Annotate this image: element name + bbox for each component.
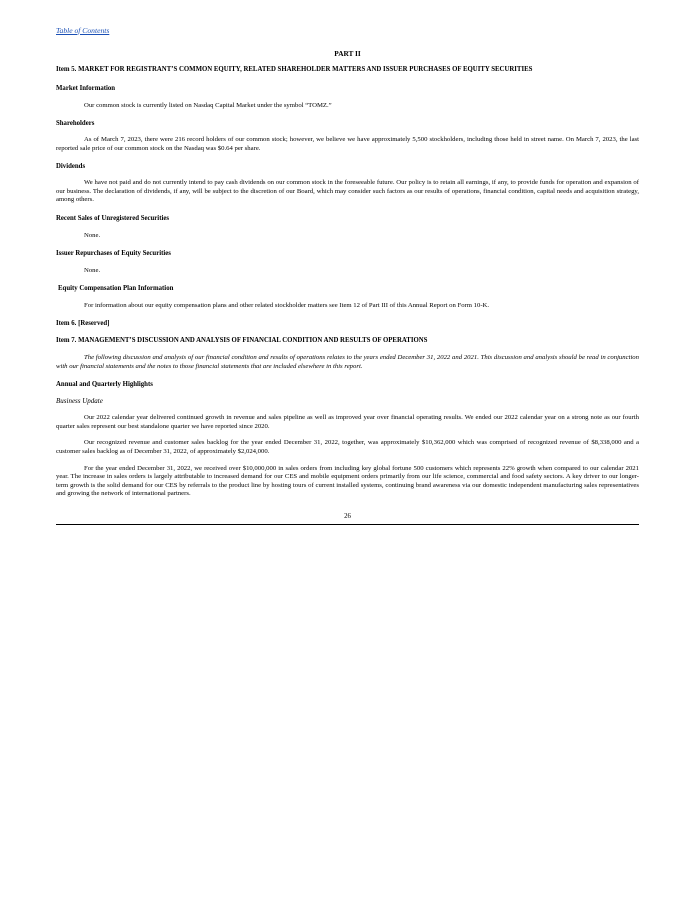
equity-compensation-text: For information about our equity compensation plans and other related stockholder matters see Item 12 of Part III of this Annual Report on Form 10-K. [84,301,490,309]
recent-sales-heading: Recent Sales of Unregistered Securities [56,214,170,222]
mdna-intro-text: The following discussion and analysis of our financial condition and results of operations relates to the years ended December 31, 2022 and 2021. This discussion and analysis should be read in conjunction with our financial statements and the notes to those financial statements that are included elsewhere in this report. [56,353,639,370]
shareholders-text: As of March 7, 2023, there were 216 record holders of our common stock; however, we believe we have approximately 5,500 stockholders, including those held in street name. On March 7, 2023, the last reported sale price of our common stock on the Nasdaq was $0.64 per share. [56,136,639,152]
table-of-contents-link[interactable]: Table of Contents [56,26,110,35]
highlights-heading: Annual and Quarterly Highlights [56,381,153,389]
issuer-repurchases-heading: Issuer Repurchases of Equity Securities [56,249,171,257]
equity-compensation-heading: Equity Compensation Plan Information [58,284,174,292]
item7-heading: Item 7. MANAGEMENT’S DISCUSSION AND ANALYSIS OF FINANCIAL CONDITION AND RESULTS OF OPERATIONS [56,336,428,344]
market-information-text: Our common stock is currently listed on Nasdaq Capital Market under the symbol “TOMZ.” [84,102,332,109]
dividends-text: We have not paid and do not currently intend to pay cash dividends on our common stock in the foreseeable future. Our policy is to retain all earnings, if any, to provide funds for operation and expansion of our business. The declaration of dividends, if any, will be subject to the discretion of our Board, which may consider such factors as our results of operations, financial condition, capital needs and acquisition strategy, among others. [56,179,639,204]
business-update-paragraph-3: For the year ended December 31, 2022, we received over $10,000,000 in sales orders from including key global fortune 500 customers which represents 22% growth when compared to our calendar 2021 year. The increase in sales orders is largely attributable to increased demand for our CES and mobile equipment orders primarily from our life science, commercial and food safety sectors. A key driver to our longer-term growth is the solid demand for our CES by referrals to the product line by hosting tours of current installed systems, continuing brand awareness via our domestic independent manufacturing sales representatives and growing the network of international partners. [56,464,639,498]
market-information-heading: Market Information [56,85,116,92]
business-update-paragraph-2: Our recognized revenue and customer sales backlog for the year ended December 31, 2022, together, was approximately $10,362,000 which was comprised of recognized revenue of $8,338,000 and a customer sales backlog as of December 31, 2022, of approximately $2,024,000. [56,439,639,455]
item6-heading: Item 6. [Reserved] [56,319,110,327]
shareholders-heading: Shareholders [56,120,95,127]
page-divider [56,524,639,525]
part-heading: PART II [334,49,361,58]
business-update-heading: Business Update [56,397,103,406]
page-number: 26 [344,512,351,520]
item5-heading: Item 5. MARKET FOR REGISTRANT’S COMMON EQUITY, RELATED SHAREHOLDER MATTERS AND ISSUER PURCHASES OF EQUITY SECURITIES [56,66,533,73]
document-page [56,20,639,525]
business-update-paragraph-1: Our 2022 calendar year delivered continued growth in revenue and sales pipeline as well as improved year over financial operating results. We ended our 2022 calendar year on a strong note as our fourth quarter sales represent our best standalone quarter we have reported since 2020. [56,414,639,430]
dividends-heading: Dividends [56,163,86,171]
issuer-repurchases-text: None. [84,266,101,274]
recent-sales-text: None. [84,231,101,239]
